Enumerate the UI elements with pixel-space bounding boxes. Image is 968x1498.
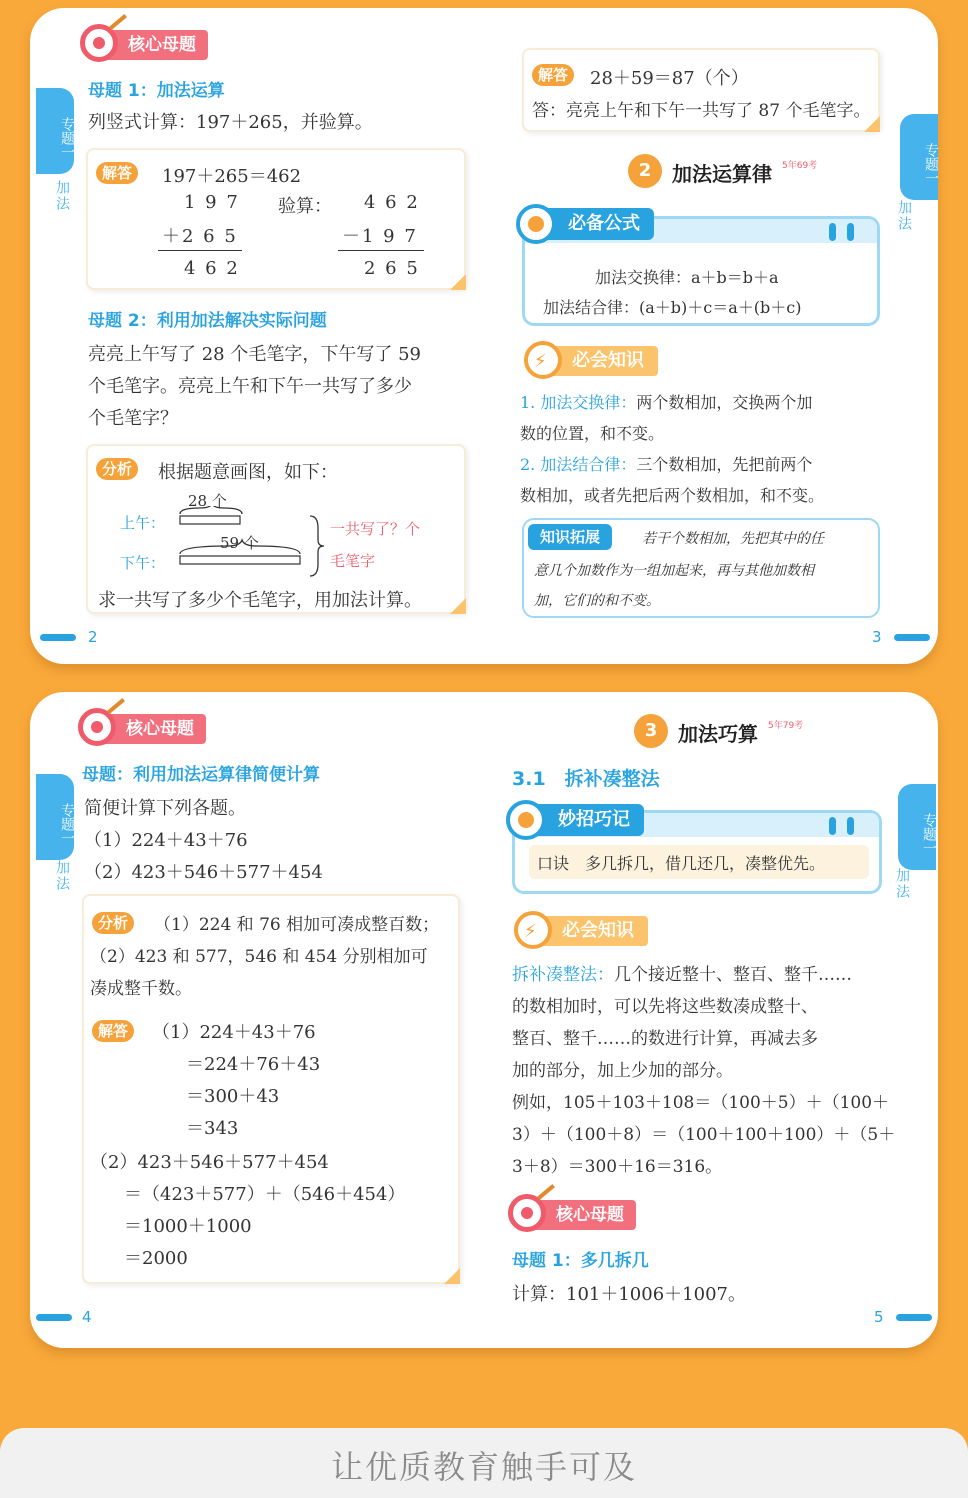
knowledge-line-7: 3＋8）＝300＋16＝316。 [512,1157,723,1177]
solution-box [82,894,460,1284]
analysis-pill: 分析 [96,458,138,480]
core-badge-label: 核心母题 [126,719,194,739]
lightning-icon [514,911,552,949]
answer-box-1 [86,148,466,290]
answer-pill: 解答 [532,64,574,86]
analysis-line-2: （2）423 和 577，546 和 454 分别相加可 [90,947,428,967]
topic-side-tab: 专题一 [36,774,74,860]
knowledge-header [520,916,648,946]
book-spread-2 [30,692,938,1348]
line-segment-diagram [178,506,318,576]
diagram-afternoon-label: 下午： [120,554,166,572]
answer-pill: 解答 [96,162,138,184]
analysis-conclusion: 求一共写了多少个毛笔字，用加法计算。 [98,590,422,611]
book-spread-1 [30,8,938,664]
target-icon [80,24,118,62]
analysis-line-3: 凑成整千数。 [90,979,192,999]
page-number-2: 2 [88,628,98,646]
answer-1-line-4: ＝343 [186,1118,239,1139]
page-bar [40,634,76,641]
topic-side-tab: 专题一 [36,88,74,174]
answer-1-line-2: ＝224＋76＋43 [186,1054,321,1075]
analysis-line-1: （1）224 和 76 相加可凑成整百数； [154,915,440,935]
answer-2-line-4: ＝2000 [124,1248,188,1269]
footer-slogan: 让优质教育触手可及 [330,1448,637,1486]
problem-2-line-2: 个毛笔字。亮亮上午和下午一共写了多少 [88,376,412,397]
column-1-addend: ＋2 6 5 [162,226,238,247]
answer-equation: 197＋265＝462 [162,166,302,187]
diagram-59-label: 59 个 [220,534,259,552]
answer-box-2 [522,48,880,132]
section-exam-count: 5年79考 [768,721,804,731]
diagram-total-line-1: 一共写了？个 [330,520,421,538]
page-bar [36,1314,72,1321]
problem-1-title: 母题 1：加法运算 [88,81,225,101]
extension-line-3: 加，它们的和不变。 [534,593,660,609]
problem-2-line-1: 亮亮上午写了 28 个毛笔字，下午写了 59 [88,344,421,365]
knowledge-line-5: 例如，105＋103＋108＝（100＋5）＋（100＋ [512,1093,890,1113]
column-1-rule [158,250,242,251]
arrow-icon [109,14,127,30]
topic-side-tab: 专题一 [898,784,936,870]
problem-2-title: 母题 2：利用加法解决实际问题 [88,311,327,331]
answer-1-line-3: ＝300＋43 [186,1086,280,1107]
diagram-total-line-2: 毛笔字 [330,552,376,570]
knowledge-head: 拆补凑整法： [512,965,614,985]
problem-part-1: （1）224＋43＋76 [84,830,248,851]
lightning-icon [524,341,562,379]
page-fold-decoration [450,274,466,290]
knowledge-1-line-2: 数的位置，和不变。 [520,424,665,443]
knowledge-line-3: 整百、整千……的数进行计算，再减去多 [512,1029,818,1049]
footer-banner [0,1428,968,1498]
problem-part-2: （2）423＋546＋577＋454 [84,862,323,883]
column-2-result: 2 6 5 [364,258,420,279]
tip-header [512,804,644,836]
knowledge-1-line-1 [520,390,812,413]
page-number-4: 4 [82,1308,92,1326]
tip-key: 口诀 [537,854,570,873]
total-brace [308,514,328,578]
knowledge-1-head: 1. 加法交换律： [520,393,637,412]
core-problem-badge [516,1200,636,1230]
analysis-box [86,444,466,614]
column-2-top: 4 6 2 [364,192,420,213]
section-number-badge: 3 [634,714,668,748]
knowledge-2-rest: 三个数相加，先把前两个 [636,455,813,474]
answer-pill: 解答 [92,1020,134,1042]
core-problem-badge [86,714,206,744]
section-title: 加法巧算 [678,722,758,746]
formula-associative: 加法结合律：(a＋b)＋c＝a＋(b＋c) [543,298,802,317]
knowledge-2-line-2: 数相加，或者先把后两个数相加，和不变。 [520,486,825,505]
target-icon [78,708,116,746]
topic-side-subtitle: 加法 [894,868,910,900]
arrow-icon [537,1184,555,1200]
section-exam-count: 5年69考 [782,161,818,171]
arrow-icon [107,698,125,714]
problem-1-text: 计算：101＋1006＋1007。 [512,1284,746,1305]
page-fold-decoration [450,598,466,614]
problem-text: 简便计算下列各题。 [84,798,246,819]
page-number-5: 5 [874,1308,884,1326]
answer-2-line-2: ＝（423＋577）＋（546＋454） [124,1184,406,1205]
target-icon [508,1194,546,1232]
column-2-subtrahend: －1 9 7 [342,226,418,247]
topic-side-subtitle: 加法 [54,860,70,892]
tip-text: 多几拆几，借几还几，凑整优先。 [585,854,826,873]
column-2-rule [338,250,424,251]
check-label: 验算： [278,196,332,217]
topic-side-subtitle: 加法 [896,200,912,232]
page-bar [894,634,930,641]
problem-2-line-3: 个毛笔字？ [88,408,178,429]
page-fold-decoration [444,1268,460,1284]
knowledge-line-1 [512,960,852,985]
section-number-badge: 2 [628,154,662,188]
knowledge-line-2: 的数相加时，可以先将这些数凑成整十、 [512,997,818,1017]
knowledge-label: 必会知识 [572,350,644,371]
knowledge-line-4: 加的部分，加上少加的部分。 [512,1061,733,1081]
column-1-result: 4 6 2 [184,258,240,279]
problem-title: 母题：利用加法运算律简便计算 [82,765,320,785]
analysis-pill: 分析 [92,912,134,934]
diagram-28-label: 28 个 [188,492,227,510]
subsection-title: 3.1 拆补凑整法 [512,768,660,790]
binder-icon [829,817,859,835]
formula-commutative: 加法交换律：a＋b＝b＋a [595,268,779,287]
page-bar [896,1314,932,1321]
topic-side-subtitle: 加法 [54,180,70,212]
problem-1-title: 母题 1：多几拆几 [512,1251,649,1271]
star-icon [506,800,546,840]
answer-equation: 28＋59＝87（个） [590,68,749,89]
formula-label: 必备公式 [568,213,640,234]
knowledge-header [530,346,658,376]
core-problem-badge [88,30,208,60]
knowledge-line-1-rest: 几个接近整十、整百、整千…… [614,965,852,985]
section-title: 加法运算律 [672,162,772,186]
binder-icon [829,223,859,241]
core-badge-label: 核心母题 [128,35,196,55]
knowledge-1-rest: 两个数相加，交换两个加 [636,393,813,412]
column-1-top: 1 9 7 [184,192,240,213]
knowledge-2-head: 2. 加法结合律： [520,455,637,474]
answer-text: 答：亮亮上午和下午一共写了 87 个毛笔字。 [532,101,871,121]
topic-side-tab: 专题一 [900,114,938,200]
knowledge-2-line-1 [520,452,812,475]
tip-label: 妙招巧记 [558,809,630,830]
formula-header [522,208,654,240]
extension-badge: 知识拓展 [528,524,612,550]
page-number-3: 3 [872,628,882,646]
star-icon [516,204,556,244]
extension-box [522,518,880,618]
extension-line-2: 意几个加数作为一组加起来，再与其他加数相 [534,563,814,579]
answer-2-line-1: （2）423＋546＋577＋454 [90,1152,329,1173]
knowledge-line-6: 3）＋（100＋8）＝（100＋100＋100）＋（5＋ [512,1125,896,1145]
analysis-text: 根据题意画图，如下： [158,462,338,483]
knowledge-label: 必会知识 [562,920,634,941]
core-badge-label: 核心母题 [556,1205,624,1225]
diagram-morning-label: 上午： [120,514,166,532]
problem-1-text: 列竖式计算：197＋265，并验算。 [88,112,373,133]
answer-2-line-3: ＝1000＋1000 [124,1216,252,1237]
answer-1-line-1: （1）224＋43＋76 [152,1022,316,1043]
extension-line-1: 若干个数相加，先把其中的任 [642,531,824,547]
